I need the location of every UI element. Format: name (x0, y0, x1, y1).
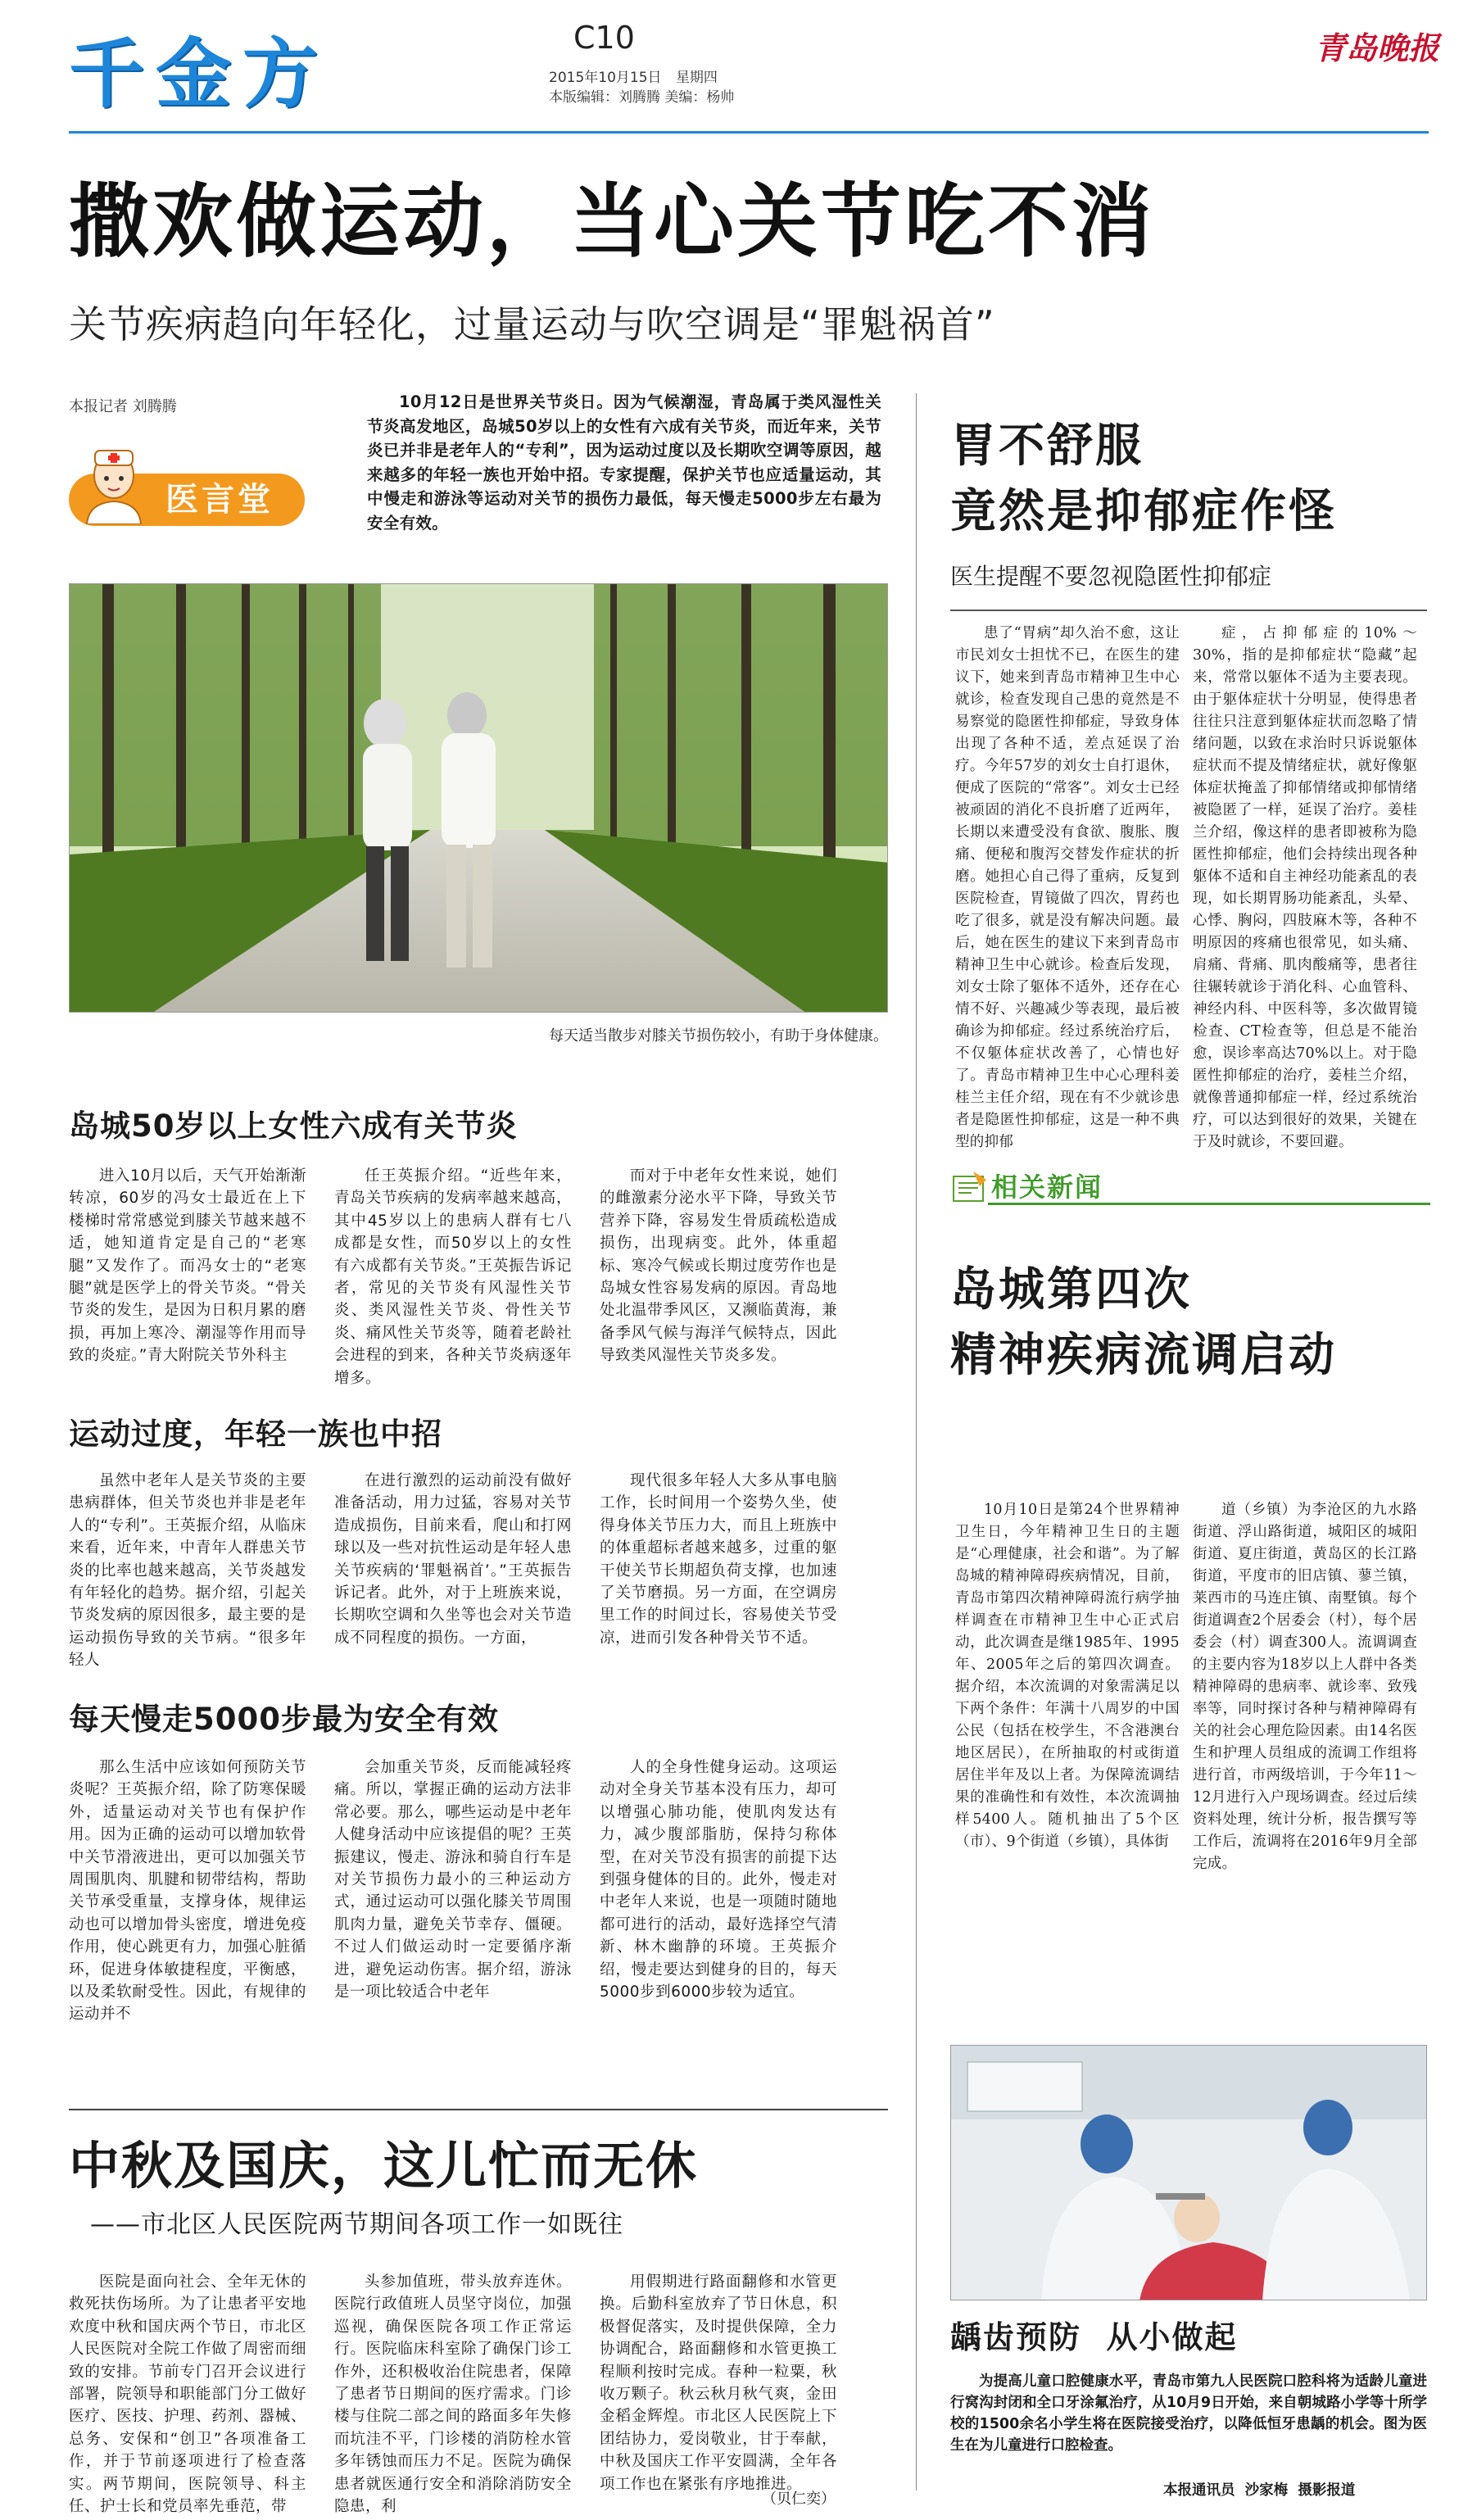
dental-caption: 为提高儿童口腔健康水平，青岛市第九人民医院口腔科将为适龄儿童进行窝沟封闭和全口牙涂氟治疗，从10月9日开始，来自朝城路小学等十所学校的1500余名小学生将在医院接受治疗，以降低恒牙患龋的机会。图为医生在为儿童进行口腔检查。 (950, 2373, 1427, 2454)
related-news-rule (988, 1203, 1430, 1205)
holiday-author: （贝仁奕） (762, 2491, 836, 2508)
related-news-badge (950, 1167, 1163, 1208)
dental-credit: 本报通讯员 沙家梅 摄影报道 (1163, 2482, 1356, 2499)
section-3-col-2: 会加重关节炎，反而能减轻疼痛。所以，掌握正确的运动方法非常必要。那么，哪些运动是中老年人健身活动中应该提倡的呢？王英振建议，慢走、游泳和骑自行车是对关节损伤力最小的三种运动方式，通过运动可以强化膝关节周围肌肉力量，避免关节幸存、僵硬。不过人们做运动时一定要循序渐进，避免运动伤害。据介绍，游泳是一项比较适合中老年 (334, 1759, 572, 2001)
masthead-date-line (549, 66, 718, 86)
section-1-col-3: 而对于中老年女性来说，她们的雌激素分泌水平下降，导致关节营养下降，容易发生骨质疏松造成损伤，出现病变。此外，体重超标、寒冷气候或长期过度劳作也是岛城女性容易发病的原因。青岛地处北温带季风区，又濒临黄海，兼备季风气候与海洋气候特点，因此导致类风湿性关节炎多发。 (600, 1167, 837, 1365)
issue-weekday: 星期四 (675, 70, 718, 86)
section-2-col-3: 现代很多年轻人大多从事电脑工作，长时间用一个姿势久坐，使得身体关节压力大，而且上班族中的体重超标者越来越多，过重的躯干使关节长期超负荷支撑，也加速了关节磨损。另一方面，在空调房里工作的时间过长，容易使关节受凉，进而引发各种骨关节不适。 (600, 1472, 837, 1647)
masthead-rule (69, 131, 1429, 134)
holiday-col-3: 用假期进行路面翻修和水管更换。后勤科室放弃了节日休息，积极督促落实，及时提供保障，全力协调配合，路面翻修和水管更换工程顺利按时完成。春种一粒粟，秋收万颗子。秋云秋月秋气爽，金田金稻金辉煌。市北区人民医院上下团结协力，爱岗敬业，甘于奉献，中秋及国庆工作平安圆满，全年各项工作也在紧张有序地推进。 (600, 2273, 837, 2493)
column-badge-label: 医言堂 (165, 481, 274, 519)
newspaper-icon (950, 1170, 988, 1204)
stomach-col-2: 症，占抑郁症的10%～30%，指的是抑郁症状“隐藏”起来，常常以躯体不适为主要表现。由于躯体症状十分明显，使得患者往往只注意到躯体症状而忽略了情绪问题，以致在求治时只诉说躯体症状而不提及情绪症状，就好像躯体症状掩盖了抑郁情绪或抑郁情绪被隐匿了一样，延误了治疗。姜桂兰介绍，像这样的患者即被称为隐匿性抑郁症，他们会持续出现各种躯体不适和自主神经功能紊乱的表现，如长期胃肠功能紊乱，头晕、心悸、胸闷，四肢麻木等，各种不明原因的疼痛也很常见，如头痛、肩痛、背痛、肌肉酸痛等，患者往往辗转就诊于消化科、心血管科、神经内科、中医科等，多次做胃镜检查、CT检查等，但总是不能治愈，误诊率高达70%以上。对于隐匿性抑郁症的治疗，姜桂兰介绍，就像普通抑郁症一样，经过系统治疗，可以达到很好的效果，关键在于及时就诊，不要回避。 (1193, 625, 1417, 1150)
holiday-top-rule (69, 2109, 888, 2110)
dental-headline: 龋齿预防 从小做起 (950, 2319, 1238, 2355)
section-1-col-2: 任王英振介绍。“近些年来，青岛关节疾病的发病率越来越高，其中45岁以上的患病人群有七八成都是女性，而50岁以上的女性有六成都有关节炎。”王英振告诉记者，常见的关节炎有风湿性关节炎、类风湿性关节炎、骨性关节炎、痛风性关节炎等，随着老龄社会进程的到来，各种关节炎病逐年增多。 (334, 1167, 572, 1387)
section-2-col-2: 在进行激烈的运动前没有做好准备活动，用力过猛，容易对关节造成损伤，目前来看，爬山和打网球以及一些对抗性运动是年轻人患关节疾病的‘罪魁祸首’。”王英振告诉记者。此外，对于上班族来说，长期吹空调和久坐等也会对关节造成不同程度的损伤。一方面， (334, 1472, 572, 1647)
survey-col-1: 10月10日是第24个世界精神卫生日，今年精神卫生日的主题是“心理健康，社会和谐”。为了解岛城的精神障碍疾病情况，目前，青岛市第四次精神障碍流行病学抽样调查在市精神卫生中心正式启动，此次调查是继1985年、1995年、2005年之后的第四次调查。据介绍，本次流调的对象需满足以下两个条件：年满十八周岁的中国公民（包括在校学生，不含港澳台地区居民），在所抽取的村或街道居住半年及以上者。为保障流调结果的准确性和有效性，本次流调抽样5400人。随机抽出了5个区（市）、9个街道（乡镇），具体街 (955, 1502, 1180, 1850)
section-heading-3: 每天慢走5000步最为安全有效 (69, 1702, 499, 1737)
newspaper-logo: 青岛晚报 (1315, 29, 1440, 66)
lead-paragraph: 10月12日是世界关节炎日。因为气候潮湿，青岛属于类风湿性关节炎高发地区，岛城50岁以上的女性有六成有关节炎，而近年来，关节炎已并非是老年人的“专利”，因为运动过度以及长期吹空调等原因，越来越多的年轻一族也开始中招。专家提醒，保护关节也应适量运动，其中慢走和游泳等运动对关节的损伤力最低，每天慢走5000步左右最为安全有效。 (367, 392, 881, 533)
stomach-col-1: 患了“胃病”却久治不愈，这让市民刘女士担忧不已，在医生的建议下，她来到青岛市精神卫生中心就诊，检查发现自己患的竟然是不易察觉的隐匿性抑郁症，导致身体出现了各种不适，差点延误了治疗。今年57岁的刘女士自打退休，便成了医院的“常客”。刘女士已经被顽固的消化不良折磨了近两年，长期以来遭受没有食欲、腹胀、腹痛、便秘和腹泻交替发作症状的折磨。她担心自己得了重病，反复到医院检查，胃镜做了四次，胃药也吃了很多，就是没有解决问题。最后，她在医生的建议下来到青岛市精神卫生中心就诊。检查后发现，刘女士除了躯体不适外，还存在心情不好、兴趣减少等表现，最后被确诊为抑郁症。经过系统治疗后，不仅躯体症状改善了，心情也好了。青岛市精神卫生中心心理科姜桂兰主任介绍，现在有不少就诊患者是隐匿性抑郁症，这是一种不典型的抑郁 (955, 625, 1180, 1150)
stomach-headline-2: 竟然是抑郁症作怪 (950, 485, 1337, 538)
page-number: C10 (573, 20, 635, 56)
section-logo-text: 千金方 (69, 30, 330, 118)
holiday-col-1: 医院是面向社会、全年无休的救死扶伤场所。为了让患者平安地欢度中秋和国庆两个节日，市北区人民医院对全院工作做了周密而细致的安排。节前专门召开会议进行部署，院领导和职能部门分工做好医疗、医技、护理、药剂、器械、总务、安保和“创卫”各项准备工作，并于节前逐项进行了检查落实。两节期间，医院领导、科主任、护士长和党员率先垂范，带 (69, 2273, 306, 2516)
holiday-col-2: 头参加值班，带头放弃连休。医院行政值班人员坚守岗位，加强巡视，确保医院各项工作正常运行。医院临床科室除了确保门诊工作外，还积极收治住院患者，保障了患者节日期间的医疗需求。门诊楼与住院二部之间的路面多年失修而坑洼不平，门诊楼的消防栓水管多年锈蚀而压力不足。医院为确保患者就医通行安全和消除消防安全隐患，利 (334, 2273, 572, 2516)
holiday-headline: 中秋及国庆，这儿忙而无休 (69, 2136, 699, 2196)
survey-headline-2: 精神疾病流调启动 (950, 1329, 1337, 1382)
section-1-col-1: 进入10月以后，天气开始渐渐转凉，60岁的冯女士最近在上下楼梯时常常感觉到膝关节越来越不适，她知道肯定是自己的“老寒腿”又发作了。而冯女士的“老寒腿”就是医学上的骨关节炎。“骨关节炎的发生，是因为日积月累的磨损，再加上寒冷、潮湿等作用而导致的炎症。”青大附院关节外科主 (69, 1167, 306, 1365)
main-subheadline: 关节疾病趋向年轻化，过量运动与吹空调是“罪魁祸首” (69, 302, 995, 347)
doctor-icon (77, 446, 151, 524)
stomach-rule (950, 610, 1427, 611)
issue-date: 2015年10月15日 (549, 70, 662, 86)
holiday-subheadline: ——市北区人民医院两节期间各项工作一如既往 (90, 2210, 623, 2239)
section-heading-2: 运动过度，年轻一族也中招 (69, 1416, 442, 1452)
related-news-label: 相关新闻 (991, 1172, 1103, 1203)
survey-col-2: 道（乡镇）为李沧区的九水路街道、浮山路街道，城阳区的城阳街道、夏庄街道，黄岛区的长江路街道，平度市的旧店镇、蓼兰镇，莱西市的马连庄镇、南墅镇。每个街道调查2个居委会（村），每个居委会（村）调查300人。流调调查的主要内容为18岁以上人群中各类精神障碍的患病率、就诊率、致残率等，同时探讨各种与精神障碍有关的社会心理危险因素。由14名医生和护理人员组成的流调工作组将进行首，市两级培训，于今年11～12月进行入户现场调查。经过后续资料处理，统计分析，报告撰写等工作后，流调将在2016年9月全部完成。 (1193, 1502, 1417, 1872)
byline: 本报记者 刘腾腾 (69, 398, 177, 415)
editors-credit: 本版编辑：刘腾腾 美编：杨帅 (549, 89, 735, 106)
section-heading-1: 岛城50岁以上女性六成有关节炎 (69, 1108, 518, 1144)
main-headline: 撒欢做运动，当心关节吃不消 (69, 175, 1156, 269)
column-divider (916, 393, 917, 2491)
section-logo (69, 30, 446, 118)
stomach-subheadline: 医生提醒不要忽视隐匿性抑郁症 (950, 563, 1272, 590)
stomach-headline-1: 胃不舒服 (950, 419, 1144, 473)
section-3-col-3: 人的全身性健身运动。这项运动对全身关节基本没有压力，却可以增强心肺功能，使肌肉发达有力，减少腹部脂肪，保持匀称体型，在对关节没有损害的前提下达到强身健体的目的。此外，慢走对中老年人来说，也是一项随时随地都可进行的活动，最好选择空气清新、林木幽静的环境。王英振介绍，慢走要达到健身的目的，每天5000步到6000步较为适宜。 (600, 1759, 837, 2001)
column-badge (69, 474, 305, 526)
section-3-col-1: 那么生活中应该如何预防关节炎呢？王英振介绍，除了防寒保暖外，适量运动对关节也有保护作用。因为正确的运动可以增加软骨中关节滑液进出，更可以加强关节周围肌肉、肌腱和韧带结构，帮助关节承受重量，支撑身体，规律运动也可以增加骨头密度，增进免疫作用，使心跳更有力，加强心脏循环，促进身体敏捷程度，平衡感，以及柔软耐受性。因此，有规律的运动并不 (69, 1759, 306, 2024)
walking-couple-photo (69, 583, 888, 1013)
section-2-col-1: 虽然中老年人是关节炎的主要患病群体，但关节炎也并非是老年人的“专利”。王英振介绍，从临床来看，近年来，中青年人群患关节炎的比率也越来越高，关节炎越发有年轻化的趋势。据介绍，引起关节炎发病的原因很多，最主要的是运动损伤导致的关节病。“很多年轻人 (69, 1472, 306, 1670)
photo-caption: 每天适当散步对膝关节损伤较小，有助于身体健康。 (549, 1027, 888, 1045)
survey-headline-1: 岛城第四次 (950, 1263, 1192, 1317)
dental-checkup-photo (950, 2045, 1427, 2300)
